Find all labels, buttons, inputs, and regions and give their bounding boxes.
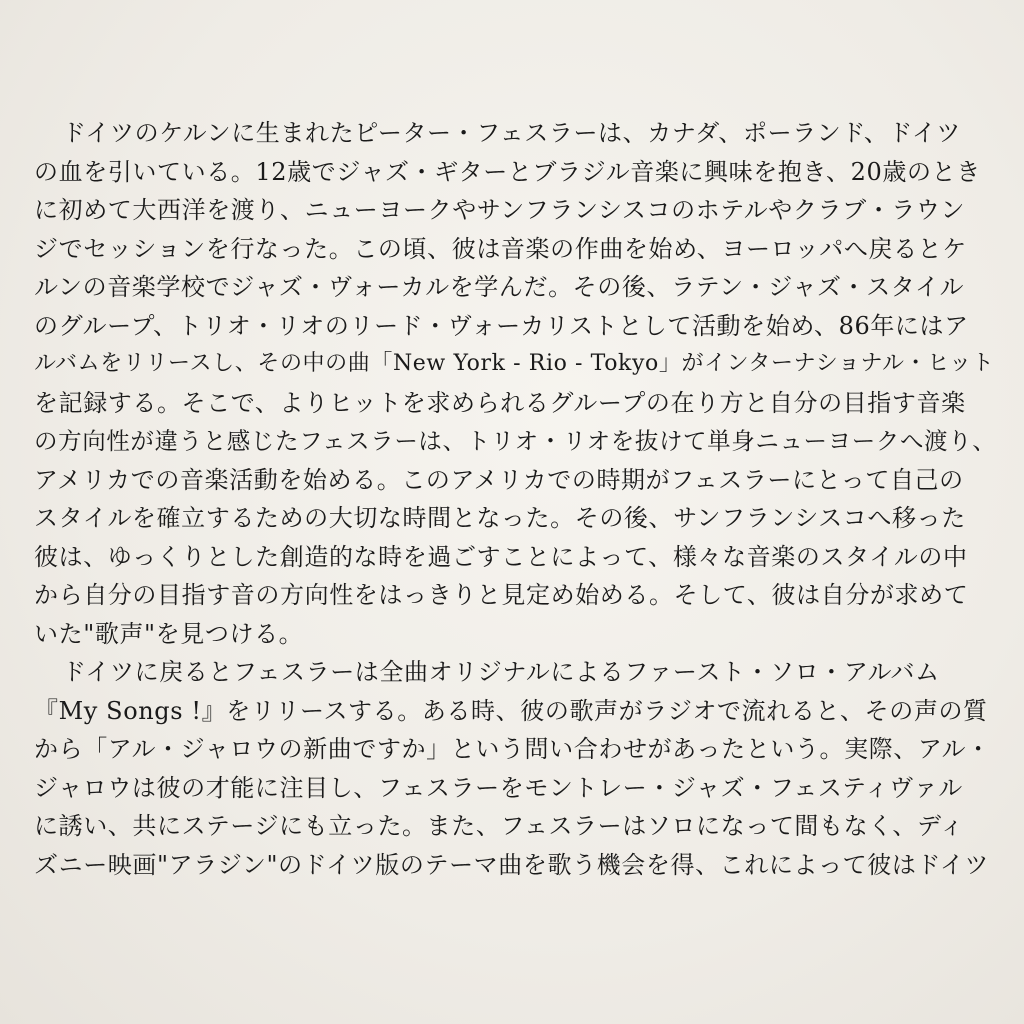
text-line: ルバムをリリースし、その中の曲「New York - Rio - Tokyo」がインターナショナル・ヒット — [34, 351, 995, 376]
text-line: ジャロウは彼の才能に注目し、フェスラーをモントレー・ジャズ・フェスティヴァル — [34, 773, 963, 802]
text-line: いた"歌声"を見つける。 — [34, 619, 304, 648]
text-line: に初めて大西洋を渡り、ニューヨークやサンフランシスコのホテルやクラブ・ラウン — [34, 196, 966, 224]
text-line: のグループ、トリオ・リオのリード・ヴォーカリストとして活動を始め、86年にはア — [34, 311, 969, 340]
text-line: ドイツに戻るとフェスラーは全曲オリジナルによるファースト・ソロ・アルバム — [62, 658, 940, 686]
text-line: から自分の目指す音の方向性をはっきりと見定め始める。そして、彼は自分が求めて — [34, 581, 969, 609]
text-line: 彼は、ゆっくりとした創造的な時を過ごすことによって、様々な音楽のスタイルの中 — [34, 542, 968, 571]
text-line: に誘い、共にステージにも立った。また、フェスラーはソロになって間もなく、ディ — [34, 812, 965, 840]
text-line: を記録する。そこで、よりヒットを求められるグループの在り方と自分の目指す音楽 — [34, 388, 966, 417]
body-text — [34, 114, 1000, 884]
text-line: ルンの音楽学校でジャズ・ヴォーカルを学んだ。その後、ラテン・ジャズ・スタイル — [34, 273, 965, 301]
text-line: スタイルを確立するための大切な時間となった。その後、サンフランシスコへ移った — [34, 504, 966, 532]
text-line: ズニー映画"アラジン"のドイツ版のテーマ曲を歌う機会を得、これによって彼はドイツ — [34, 850, 990, 879]
text-line: の方向性が違うと感じたフェスラーは、トリオ・リオを抜けて単身ニューヨークへ渡り、 — [34, 427, 997, 455]
text-line: ジでセッションを行なった。この頃、彼は音楽の作曲を始め、ヨーロッパへ戻るとケ — [34, 234, 967, 263]
text-line: から「アル・ジャロウの新曲ですか」という問い合わせがあったという。実際、アル・ — [34, 735, 991, 763]
text-line: アメリカでの音楽活動を始める。このアメリカでの時期がフェスラーにとって自己の — [34, 465, 964, 494]
text-line: の血を引いている。12歳でジャズ・ギターとブラジル音楽に興味を抱き、20歳のとき — [34, 157, 981, 186]
text-line: ドイツのケルンに生まれたピーター・フェスラーは、カナダ、ポーランド、ドイツ — [62, 119, 962, 147]
text-line: 『My Songs !』をリリースする。ある時、彼の歌声がラジオで流れると、その声の質 — [34, 696, 988, 725]
